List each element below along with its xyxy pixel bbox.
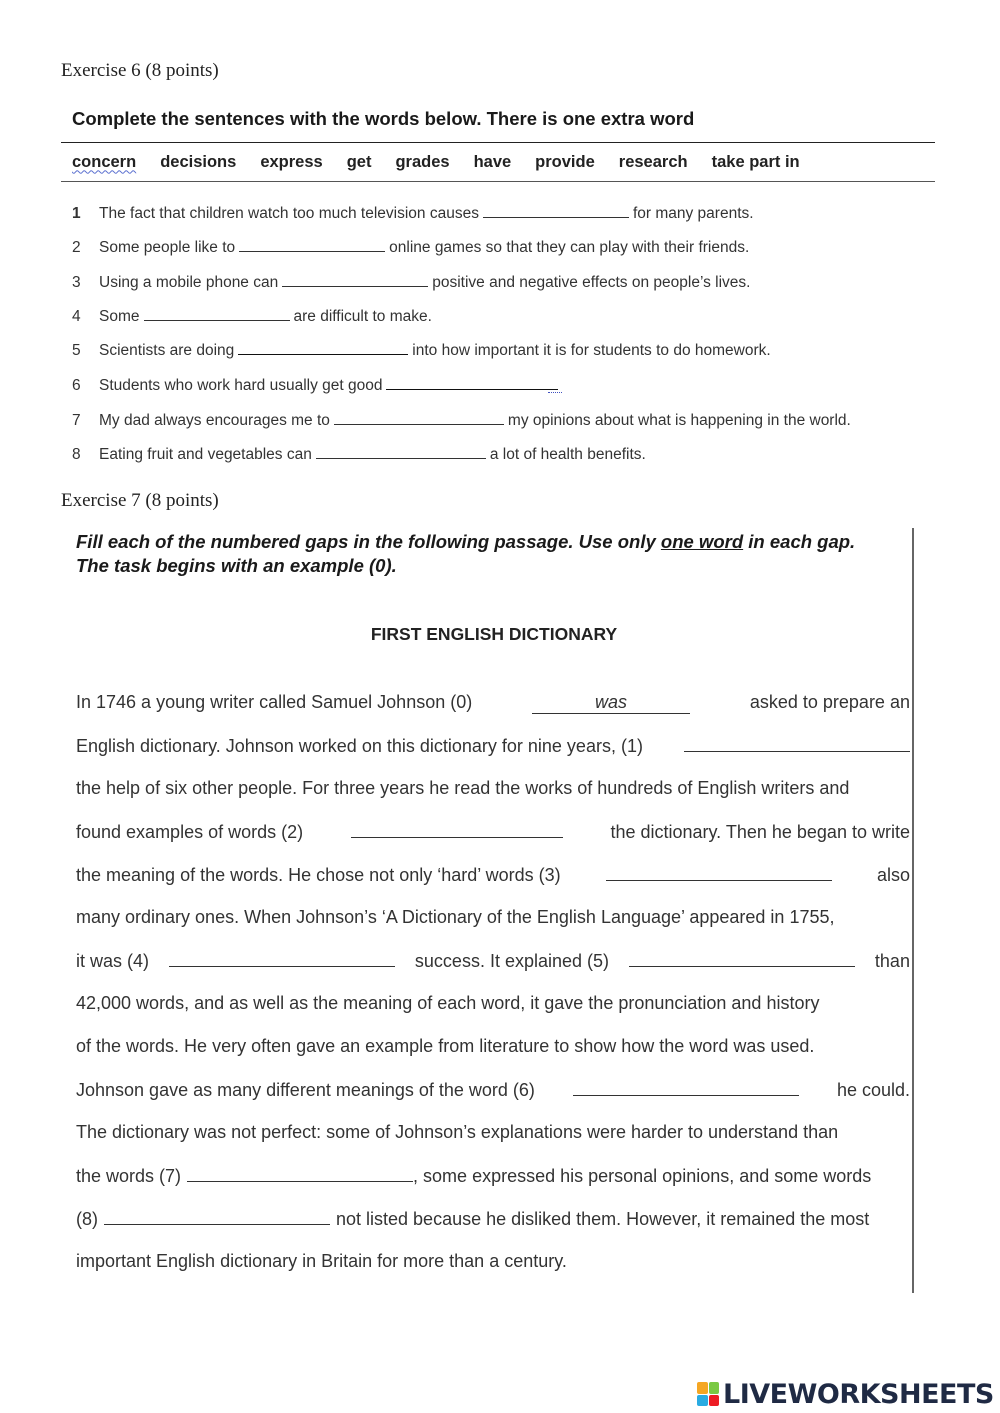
logo-square: [709, 1395, 720, 1407]
passage-text: he could.: [836, 1080, 910, 1100]
liveworksheets-logo: [697, 1378, 994, 1410]
passage-line: [76, 1079, 910, 1101]
word-bank-item: take part in: [711, 152, 800, 171]
passage-line: [76, 993, 910, 1014]
passage-line: [76, 692, 910, 714]
passage-line: [76, 1208, 910, 1230]
passage-line: [76, 1251, 910, 1272]
passage-title: FIRST ENGLISH DICTIONARY: [370, 624, 618, 644]
passage-text: of the words. He very often gave an example from literature to show how the word was used.: [76, 1036, 815, 1056]
sentence-6: [72, 375, 562, 395]
passage-gap-5[interactable]: [629, 950, 855, 967]
passage-text: The dictionary was not perfect: some of Johnson’s explanations were harder to understand than: [76, 1122, 839, 1142]
sentence-5: [72, 340, 771, 360]
passage-text: the dictionary. Then he began to write: [610, 822, 910, 842]
passage-line: [76, 821, 910, 843]
logo-text: LIVEWORKSHEETS: [723, 1378, 994, 1410]
sentence-7: [72, 410, 851, 430]
passage-gap-4[interactable]: [169, 950, 395, 967]
sentence-number: 7: [72, 412, 81, 429]
word-bank-item: express: [260, 152, 323, 171]
word-bank-item: research: [618, 152, 688, 171]
passage-gap-1[interactable]: [684, 735, 910, 752]
passage-gap-6[interactable]: [573, 1079, 799, 1096]
sentence-number: 5: [72, 342, 81, 359]
passage-text: many ordinary ones. When Johnson’s ‘A Dictionary of the English Language’ appeared in 1755,: [76, 907, 835, 927]
passage-text: the meaning of the words. He chose not only ‘hard’ words (3): [76, 865, 561, 885]
word-bank-item: have: [473, 152, 512, 171]
sentence-text: positive and negative effects on people’s lives.: [432, 274, 751, 291]
example-answer: was: [532, 692, 690, 714]
instruction-text: Fill each of the numbered gaps in the following passage. Use only: [76, 531, 661, 552]
passage-text: than: [874, 951, 910, 971]
sentence-3: [72, 272, 750, 292]
answer-gap-8[interactable]: [316, 444, 486, 459]
sentence-text: Some people like to: [99, 239, 236, 256]
sentence-text: my opinions about what is happening in the world.: [507, 412, 851, 429]
exercise-7-title: Exercise 7 (8 points): [61, 490, 219, 511]
passage-line: [76, 778, 910, 799]
sentence-text: into how important it is for students to do homework.: [412, 342, 771, 359]
exercise-6-title: Exercise 6 (8 points): [61, 60, 219, 81]
passage-line: [76, 1122, 910, 1143]
passage-text: it was (4): [76, 951, 150, 971]
passage-text: success. It explained (5): [414, 951, 610, 971]
sentence-text: are difficult to make.: [293, 308, 432, 325]
sentence-text: a lot of health benefits.: [489, 446, 646, 463]
passage-line: [76, 907, 910, 928]
sentence-text: Students who work hard usually get good: [99, 377, 383, 394]
sentence-1: [72, 203, 754, 223]
word-bank-item: provide: [535, 152, 595, 171]
passage-gap-3[interactable]: [606, 864, 832, 881]
sentence-text: Eating fruit and vegetables can: [99, 446, 312, 463]
word-bank-item: get: [346, 152, 372, 171]
exercise-6-instruction: Complete the sentences with the words below. There is one extra word: [72, 108, 695, 129]
passage-gap-7[interactable]: [187, 1165, 413, 1182]
instruction-text: in each gap.: [743, 531, 856, 552]
passage-text: important English dictionary in Britain for more than a century.: [76, 1251, 567, 1271]
answer-gap-1[interactable]: [483, 203, 629, 218]
answer-gap-2[interactable]: [239, 237, 385, 252]
passage-text: , some expressed his personal opinions, and some words: [413, 1166, 872, 1186]
sentence-number: 4: [72, 308, 81, 325]
sentence-text: Scientists are doing: [99, 342, 235, 359]
passage-line: [76, 1165, 910, 1187]
logo-square: [697, 1382, 708, 1394]
sentence-text: Some: [99, 308, 140, 325]
answer-gap-3[interactable]: [282, 272, 428, 287]
sentence-number: 6: [72, 377, 81, 394]
word-bank-item: decisions: [160, 152, 237, 171]
passage-text: Johnson gave as many different meanings of the word (6): [76, 1080, 535, 1100]
sentence-text: My dad always encourages me to: [99, 412, 330, 429]
passage-text: found examples of words (2): [76, 822, 304, 842]
passage-text: In 1746 a young writer called Samuel Johnson (0): [76, 692, 473, 712]
sentence-2: [72, 237, 749, 257]
passage-text: not listed because he disliked them. However, it remained the most: [336, 1209, 870, 1229]
passage-line: [76, 864, 910, 886]
passage-text: English dictionary. Johnson worked on this dictionary for nine years, (1): [76, 736, 643, 756]
sentence-number: 2: [72, 239, 81, 256]
passage-text: 42,000 words, and as well as the meaning of each word, it gave the pronunciation and history: [76, 993, 820, 1013]
logo-icon: [697, 1382, 719, 1406]
exercise-7-instruction: [76, 530, 916, 578]
instruction-text: The task begins with an example (0).: [76, 555, 397, 576]
sentence-text: The fact that children watch too much television causes: [99, 205, 479, 222]
sentence-4: [72, 306, 432, 326]
passage-gap-2[interactable]: [351, 821, 563, 838]
passage-line: [76, 735, 910, 757]
word-bank-item: concern: [72, 152, 137, 171]
sentence-number: 8: [72, 446, 81, 463]
passage-text: the help of six other people. For three years he read the works of hundreds of English writers and: [76, 778, 850, 798]
sentence-number: 1: [72, 205, 81, 222]
passage-gap-8[interactable]: [104, 1208, 330, 1225]
answer-gap-5[interactable]: [238, 340, 408, 355]
answer-gap-6[interactable]: [386, 375, 558, 390]
logo-square: [709, 1382, 720, 1394]
answer-gap-4[interactable]: [144, 306, 290, 321]
instruction-emphasis: one word: [660, 531, 744, 552]
sentence-text: online games so that they can play with their friends.: [389, 239, 750, 256]
sentence-number: 3: [72, 274, 81, 291]
passage-text: also: [876, 865, 910, 885]
word-bank-item: grades: [395, 152, 450, 171]
passage-line: [76, 1036, 910, 1057]
sentence-8: [72, 444, 646, 464]
sentence-text: for many parents.: [632, 205, 754, 222]
logo-square: [697, 1395, 708, 1407]
answer-gap-7[interactable]: [334, 410, 504, 425]
sentence-text: Using a mobile phone can: [99, 274, 279, 291]
passage-line: [76, 950, 910, 972]
passage-text: (8): [76, 1209, 98, 1229]
word-bank: [61, 142, 935, 182]
passage-text: the words (7): [76, 1166, 182, 1186]
passage-text: asked to prepare an: [749, 692, 910, 712]
